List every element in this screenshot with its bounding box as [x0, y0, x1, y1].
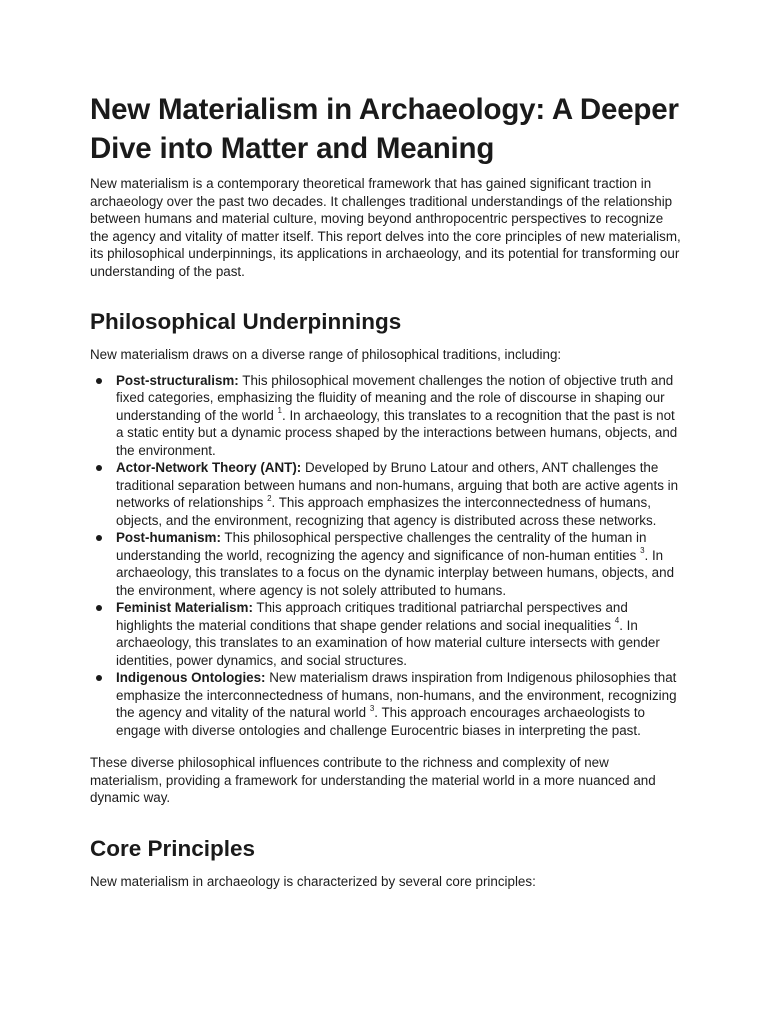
bullet-icon: [96, 535, 102, 541]
list-item-text: . In archaeology, this translates to a recognition that the past is not a static entity but a dynamic process shaped by the interactions between humans, objects, and the environment.: [116, 407, 678, 458]
list-item-term: Post-structuralism:: [116, 372, 239, 388]
citation-ref[interactable]: 3: [369, 703, 375, 713]
list-item-text: . This approach encourages archaeologists to engage with diverse ontologies and challenge Eurocentric biases in interpreting the past.: [116, 705, 645, 738]
document-title: New Materialism in Archaeology: A Deeper Dive into Matter and Meaning: [90, 93, 679, 165]
underpinnings-conclusion: These diverse philosophical influences contribute to the richness and complexity of new materialism, providing a framework for understanding the material world in a more nuanced and dynamic way.: [90, 755, 656, 805]
list-item: [90, 372, 684, 460]
bullet-icon: [96, 675, 102, 681]
list-item-term: Feminist Materialism:: [116, 600, 253, 615]
list-item-text: . This approach emphasizes the interconnectedness of humans, objects, and the environment, recognizing that agency is distributed across these networks.: [116, 495, 657, 528]
bullet-icon: [96, 465, 102, 471]
list-item-text: Developed by Bruno Latour and others, ANT challenges the traditional separation between humans and non-humans, arguing that both are active agents in networks of relationships: [116, 460, 679, 510]
list-item-term: Post-humanism:: [116, 530, 221, 545]
list-item: [90, 529, 684, 599]
underpinnings-list: [90, 372, 684, 740]
underpinnings-lead: New materialism draws on a diverse range of philosophical traditions, including:: [90, 347, 562, 362]
list-item: [90, 669, 684, 739]
section-heading-underpinnings: Philosophical Underpinnings: [90, 309, 402, 334]
core-principles-lead: New materialism in archaeology is characterized by several core principles:: [90, 873, 536, 889]
intro-paragraph: New materialism is a contemporary theoretical framework that has gained significant traction in archaeology over the past two decades. It challenges traditional understandings of the relationship between humans and material culture, moving beyond anthropocentric perspectives to recognize the agency and vitality of matter itself. This report delves into the core principles of new materialism, its philosophical underpinnings, its applications in archaeology, and its potential for transforming our understanding of the past.: [90, 176, 681, 279]
list-item-term: Indigenous Ontologies:: [116, 670, 266, 685]
list-item: [90, 459, 684, 529]
citation-ref[interactable]: 3: [640, 546, 645, 556]
citation-ref[interactable]: 4: [614, 616, 620, 626]
bullet-icon: [96, 378, 102, 384]
bullet-icon: [96, 605, 102, 611]
list-item-text: . In archaeology, this translates to an examination of how material culture intersects with gender identities, power dynamics, and social structures.: [116, 617, 660, 668]
citation-ref[interactable]: 1: [277, 406, 282, 416]
list-item-text: . In archaeology, this translates to a focus on the dynamic interplay between humans, objects, and the environment, where agency is not solely attributed to humans.: [116, 547, 675, 598]
list-item: [90, 599, 684, 669]
list-item-text: This philosophical movement challenges the notion of objective truth and fixed categories, emphasizing the fluidity of meaning and the role of discourse in shaping our understanding of the world: [116, 372, 674, 423]
list-item-text: This philosophical perspective challenges the centrality of the human in understanding the world, recognizing the agency and significance of non-human entities: [116, 530, 647, 563]
list-item-text: New materialism draws inspiration from Indigenous philosophies that emphasize the interconnectedness of humans, non-humans, and the environment, recognizing the agency and vitality of the natural world: [116, 670, 677, 720]
citation-ref[interactable]: 2: [267, 493, 272, 503]
list-item-text: This approach critiques traditional patriarchal perspectives and highlights the material conditions that shape gender relations and social inequalities: [116, 600, 628, 633]
section-heading-core-principles: Core Principles: [90, 835, 256, 861]
list-item-term: Actor-Network Theory (ANT):: [116, 460, 302, 475]
